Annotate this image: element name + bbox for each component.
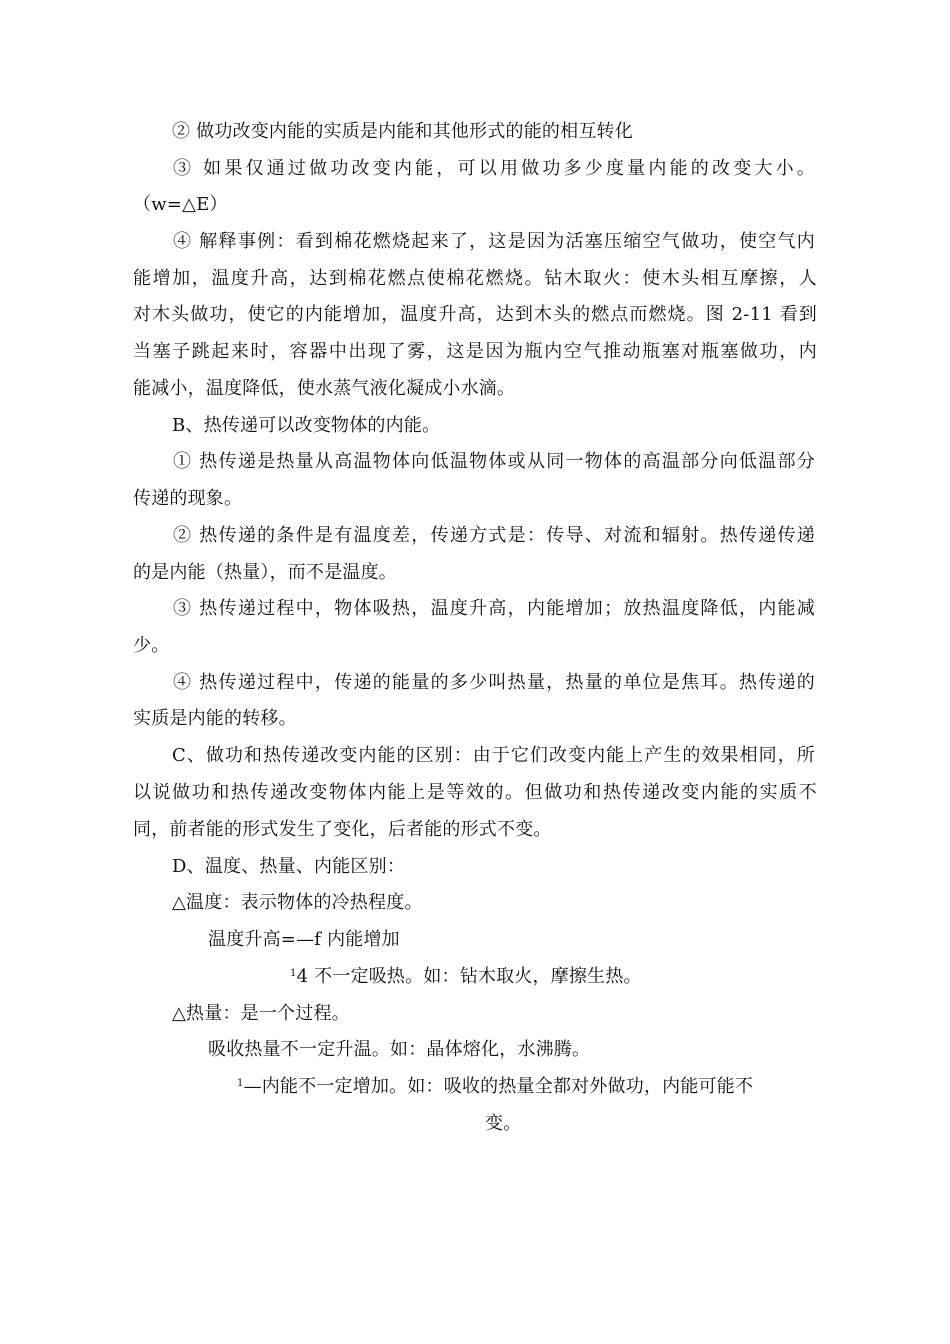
paragraph-ht-condition-line1: ② 热传递的条件是有温度差，传递方式是：传导、对流和辐射。热传递传递: [173, 525, 815, 546]
temperature-branch-note: [290, 965, 642, 989]
paragraph-ht-definition-line1: ① 热传递是热量从高温物体向低温物体或从同一物体的高温部分向低温部分: [173, 451, 815, 472]
paragraph-ht-process-line2: 少。: [133, 635, 170, 656]
superscript-mark: 1: [290, 968, 297, 979]
paragraph-work-essence: ② 做功改变内能的实质是内能和其他形式的能的相互转化: [172, 121, 633, 142]
paragraph-ht-quantity-line1: ④ 热传递过程中，传递的能量的多少叫热量，热量的单位是焦耳。热传递的: [173, 672, 815, 693]
paragraph-ht-process-line1: ③ 热传递过程中，物体吸热，温度升高，内能增加；放热温度降低，内能减: [173, 598, 815, 619]
paragraph-work-measure-formula: （w=△E）: [133, 194, 228, 215]
paragraph-examples-line4: 当塞子跳起来时，容器中出现了雾，这是因为瓶内空气推动瓶塞对瓶塞做功，内: [133, 341, 817, 362]
heat-branch-text: —内能不一定增加。如：吸收的热量全都对外做功，内能可能不: [243, 1076, 754, 1097]
paragraph-ht-condition-line2: 的是内能（热量），而不是温度。: [133, 562, 397, 583]
heat-definition: △热量：是一个过程。: [172, 1003, 350, 1024]
paragraph-difference-line1: C、做功和热传递改变内能的区别：由于它们改变内能上产生的效果相同，所: [172, 745, 815, 766]
paragraph-difference-line3: 同，前者能的形式发生了变化，后者能的形式不变。: [133, 819, 552, 840]
paragraph-examples-line3: 对木头做功，使它的内能增加，温度升高，达到木头的燃点而燃烧。图 2-11 看到: [133, 304, 817, 325]
heat-branch-note: [237, 1075, 753, 1099]
temperature-branch-text: 4 不一定吸热。如：钻木取火，摩擦生热。: [296, 966, 642, 987]
paragraph-examples-line5: 能减小，温度降低，使水蒸气液化凝成小水滴。: [133, 378, 516, 399]
temperature-rise-note: 温度升高=—f 内能增加: [208, 929, 400, 950]
paragraph-examples-line2: 能增加，温度升高，达到棉花燃点使棉花燃烧。钻木取火：使木头相互摩擦，人: [133, 268, 817, 289]
superscript-mark: 1: [237, 1078, 244, 1089]
heading-heat-transfer: B、热传递可以改变物体的内能。: [172, 415, 441, 436]
paragraph-ht-definition-line2: 传递的现象。: [133, 488, 243, 509]
temperature-definition: △温度：表示物体的冷热程度。: [172, 892, 423, 913]
paragraph-difference-line2: 以说做功和热传递改变物体内能上是等效的。但做功和热传递改变内能的实质不: [133, 782, 817, 803]
heat-absorb-note: 吸收热量不一定升温。如：晶体熔化，水沸腾。: [208, 1039, 591, 1060]
paragraph-examples-line1: ④ 解释事例：看到棉花燃烧起来了，这是因为活塞压缩空气做功，使空气内: [173, 231, 815, 252]
paragraph-ht-quantity-line2: 实质是内能的转移。: [133, 708, 297, 729]
paragraph-work-measure-line1: ③ 如果仅通过做功改变内能，可以用做功多少度量内能的改变大小。: [173, 158, 815, 179]
heading-distinctions: D、温度、热量、内能区别：: [172, 856, 406, 877]
heat-branch-continuation: 变。: [485, 1113, 522, 1134]
